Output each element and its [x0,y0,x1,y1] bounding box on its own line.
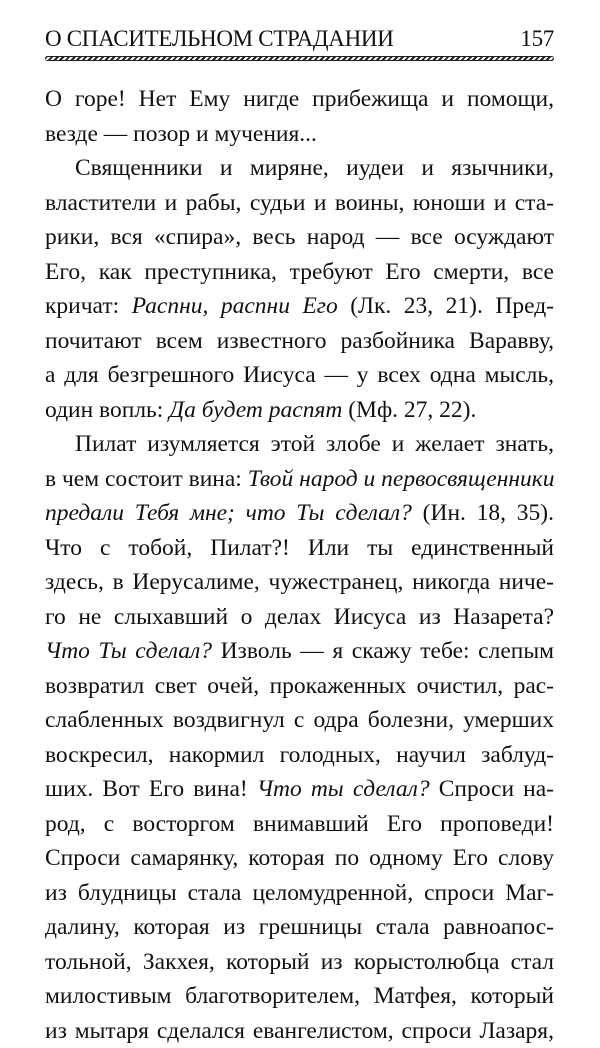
text-segment: (Лк. 23, 21). Пред- [338,293,554,319]
text-line [45,772,554,807]
running-header [45,24,554,52]
text-segment: рики, вся «спира», весь народ — все осуждают [45,224,554,250]
text-line [45,393,554,428]
text-segment: везде — позор и мучения... [45,121,317,147]
text-line [45,910,554,945]
text-line [45,82,554,117]
scripture-quote: Распни, распни Его [132,293,338,319]
text-segment: здесь, в Иерусалиме, чужестранец, никогда ниче- [45,569,554,595]
text-segment: воскресил, накормил голодных, научил заблуд- [45,742,554,768]
text-line [45,255,554,290]
text-segment: Священники и миряне, иудеи и язычники, [75,155,554,181]
running-title: О СПАСИТЕЛЬНОМ СТРАДАНИИ [45,26,394,52]
text-segment: из блудницы стала целомудренной, спроси Маг- [45,880,554,906]
text-line [45,117,554,152]
text-line [45,565,554,600]
text-segment: из мытаря сделался евангелистом, спроси Лазаря, [45,1018,554,1044]
page-number: 157 [520,26,554,52]
text-segment: Спроси на- [430,776,554,802]
scripture-quote: Что Ты сделал? [45,638,212,664]
text-segment: Пилат изумляется этой злобе и желает знать, [75,431,554,457]
text-segment: возвратил свет очей, прокаженных очистил, рас- [45,673,554,699]
decorative-rope-divider [45,56,554,61]
body-text [45,82,554,1048]
text-line [45,600,554,635]
text-line [45,1014,554,1048]
text-segment: один вопль: [45,397,169,423]
text-segment: властители и рабы, судьи и воины, юноши и ста- [45,190,554,216]
text-segment: слабленных воздвигнул с одра болезни, умерших [45,707,554,733]
scripture-quote: Что ты сделал? [257,776,430,802]
text-segment: род, с восторгом внимавший Его проповеди! [45,811,554,837]
text-segment: го не слыхавший о делах Иисуса из Назарета? [45,604,554,630]
text-line [45,669,554,704]
text-segment: Что с тобой, Пилат?! Или ты единственный [45,535,554,561]
text-segment: далину, которая из грешницы стала равноапос- [45,914,554,940]
text-segment: а для безгрешного Иисуса — у всех одна мысль, [45,362,554,388]
text-line [45,462,554,497]
text-segment: кричат: [45,293,132,319]
text-line [45,324,554,359]
text-line [45,807,554,842]
text-segment: О горе! Нет Ему нигде прибежища и помощи, [45,86,554,112]
text-segment: почитают всем известного разбойника Варавву, [45,328,554,354]
text-line [45,427,554,462]
text-line [45,841,554,876]
scripture-quote: предали Тебя мне; что Ты сделал? [45,500,412,526]
text-line [45,634,554,669]
text-line [45,358,554,393]
text-segment: (Ин. 18, 35). [412,500,554,526]
text-line [45,979,554,1014]
text-segment: Спроси самарянку, которая по одному Его слову [45,845,554,871]
text-line [45,738,554,773]
text-line [45,151,554,186]
text-line [45,220,554,255]
text-line [45,876,554,911]
scripture-quote: Твой народ и первосвященники [248,466,555,492]
text-line [45,945,554,980]
text-segment: Его, как преступника, требуют Его смерти, все [45,259,554,285]
text-line [45,531,554,566]
text-segment: Изволь — я скажу тебе: слепым [212,638,554,664]
text-line [45,496,554,531]
text-line [45,703,554,738]
text-segment: (Мф. 27, 22). [342,397,476,423]
text-segment: тольной, Закхея, который из корыстолюбца стал [45,949,554,975]
text-line [45,289,554,324]
text-line [45,186,554,221]
text-segment: в чем состоит вина: [45,466,248,492]
text-segment: милостивым благотворителем, Матфея, который [45,983,554,1009]
text-segment: ших. Вот Его вина! [45,776,257,802]
scripture-quote: Да будет распят [169,397,342,423]
